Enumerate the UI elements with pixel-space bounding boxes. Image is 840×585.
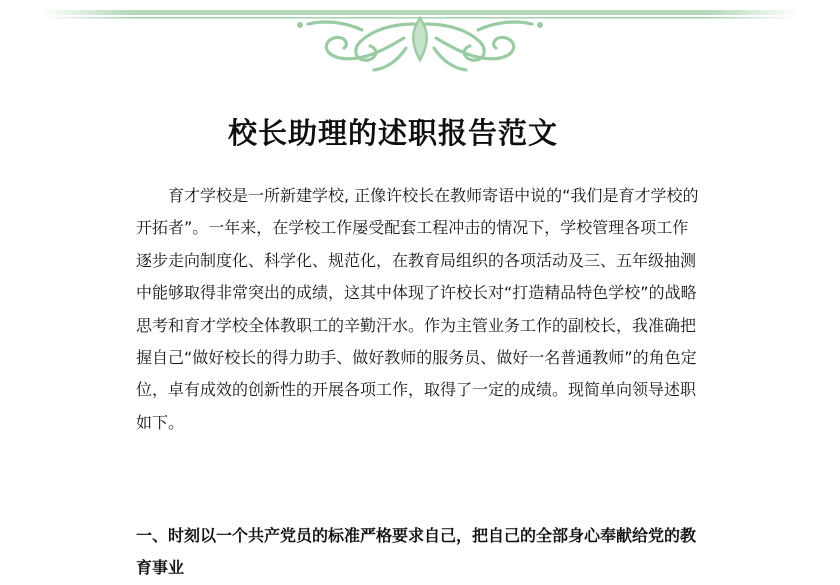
- paragraph-line: 位，卓有成效的创新性的开展各项工作，取得了一定的成绩。现简单向领导述职: [136, 380, 697, 400]
- paragraph-line: 握自己“做好校长的得力助手、做好教师的服务员、做好一名普通教师”的角色定: [136, 347, 697, 367]
- paragraph-line: 开拓者”。一年来，在学校工作屡受配套工程冲击的情况下，学校管理各项工作: [136, 218, 689, 238]
- section-heading-line: 一、时刻以一个共产党员的标准严格要求自己，把自己的全部身心奉献给党的教: [136, 526, 697, 545]
- paragraph-line: 思考和育才学校全体教职工的辛勤汗水。作为主管业务工作的副校长，我准确把: [136, 315, 697, 335]
- section-heading: [136, 520, 708, 585]
- intro-paragraph: [136, 180, 708, 439]
- paragraph-line: 如下。: [136, 412, 185, 432]
- scroll-ornament-icon: [0, 0, 840, 90]
- paragraph-line: 育才学校是一所新建学校, 正像许校长在教师寄语中说的“我们是育才学校的: [168, 186, 699, 205]
- document-title: 校长助理的述职报告范文: [227, 116, 558, 150]
- paragraph-line: 中能够取得非常突出的成绩，这其中体现了许校长对“打造精品特色学校”的战略: [136, 283, 697, 303]
- section-heading-line: 育事业: [136, 558, 185, 578]
- paragraph-line: 逐步走向制度化、科学化、规范化，在教育局组织的各项活动及三、五年级抽测: [136, 250, 697, 270]
